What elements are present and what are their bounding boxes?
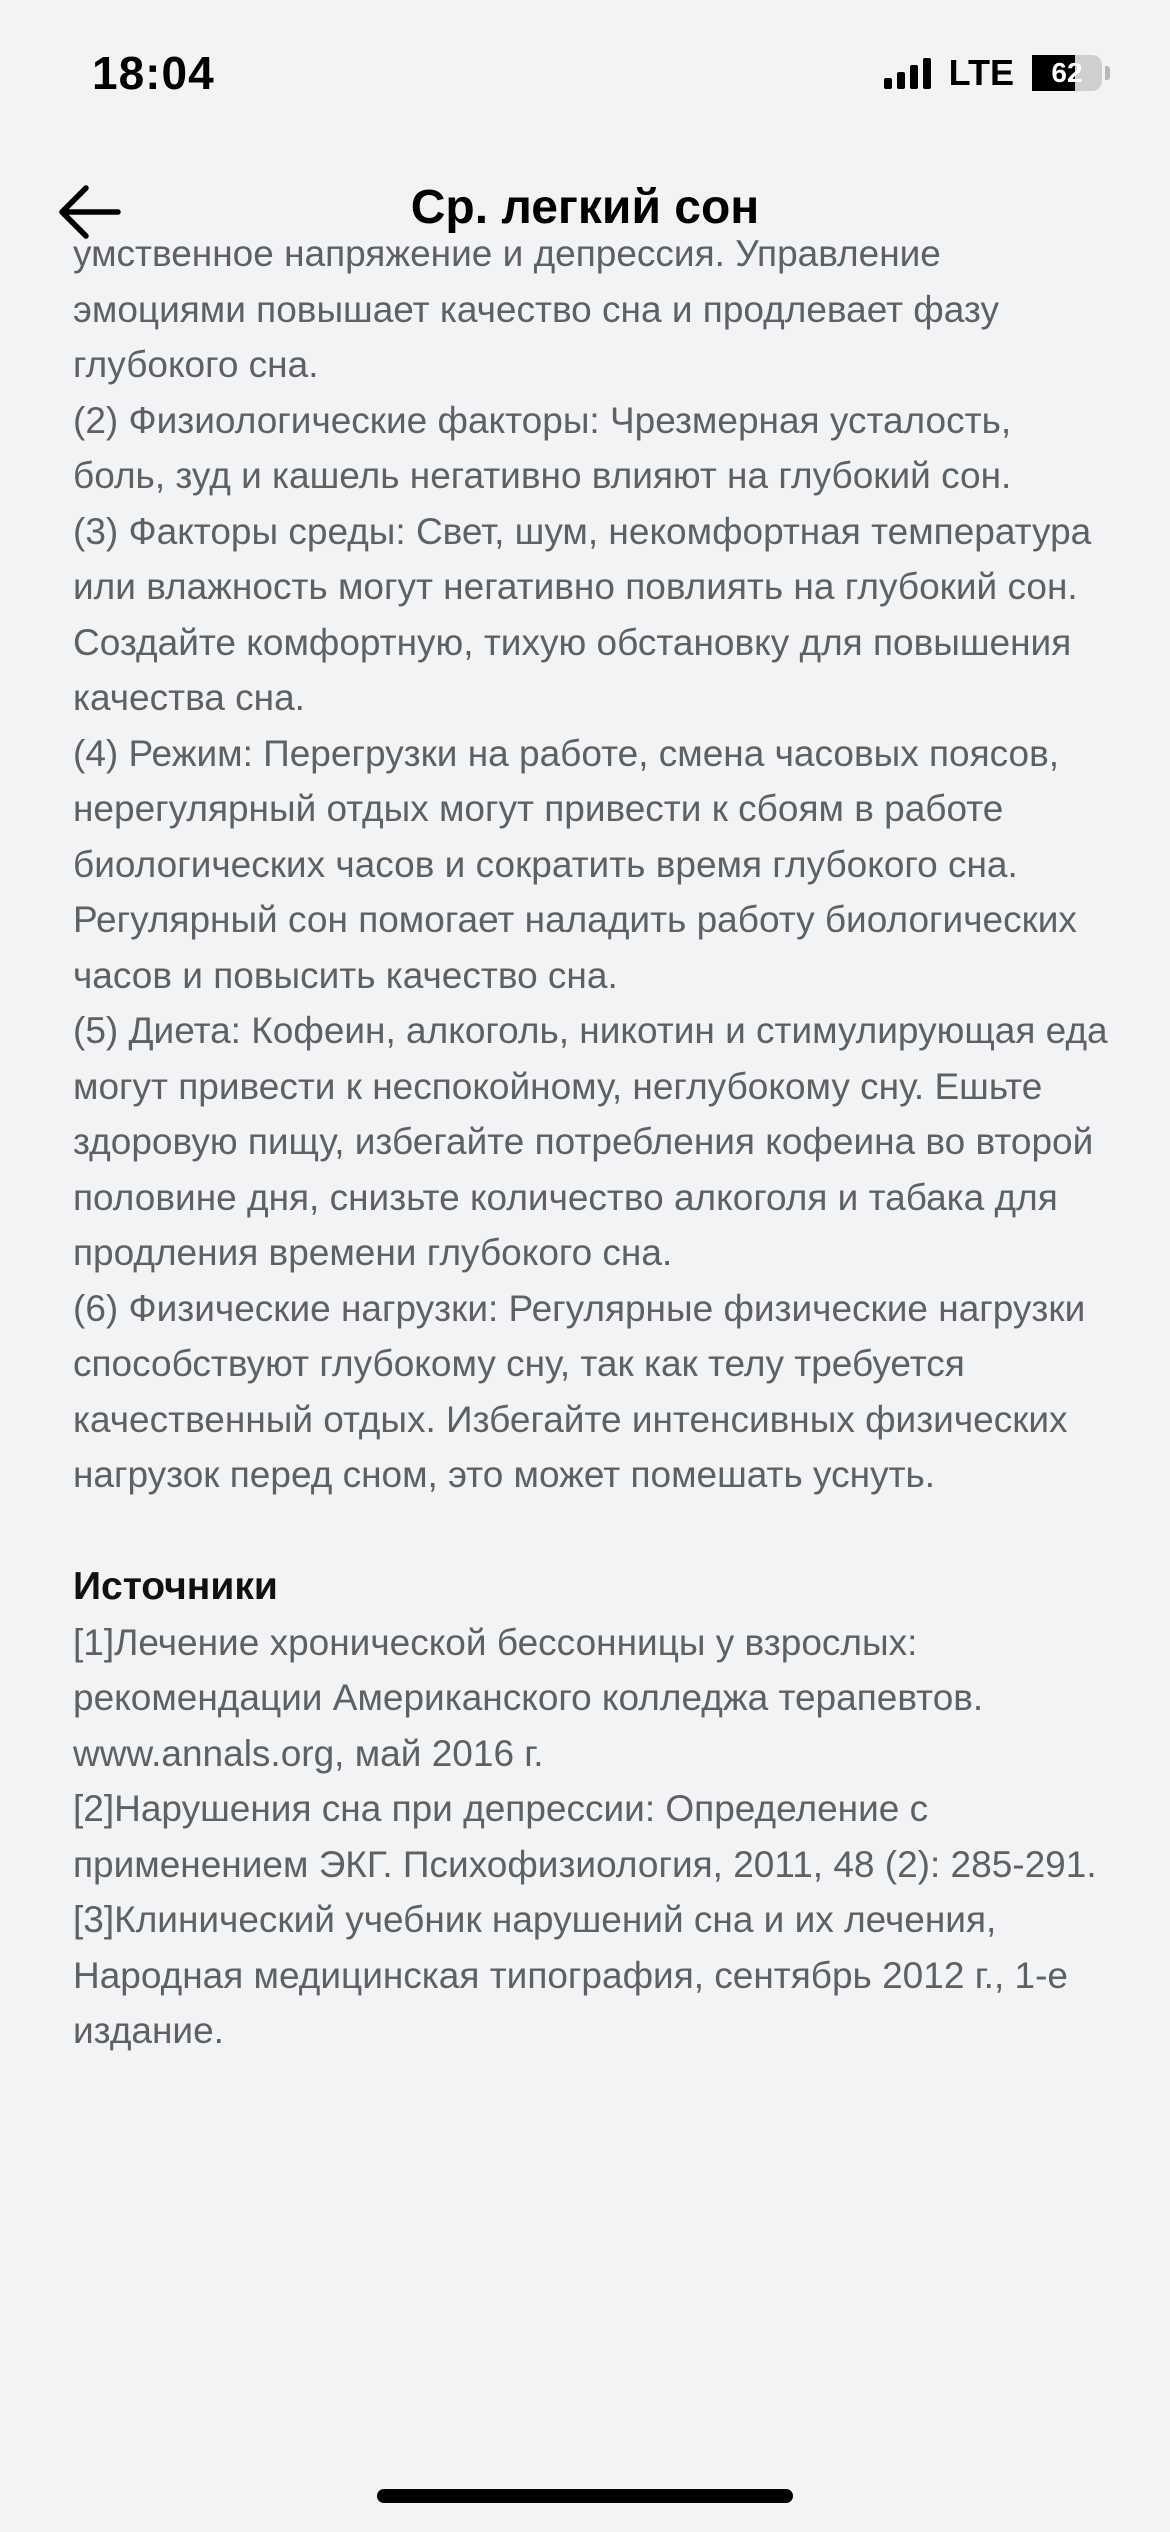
sources-heading: Источники <box>73 1564 278 1608</box>
article-paragraph: (4) Режим: Перегрузки на работе, смена часовых поясов, нерегулярный отдых могут привести к сбоям в работе биологических часов и сократить время глубокого сна. Регулярный сон помогает наладить работу биологических часов и повысить качество сна. <box>73 732 1088 996</box>
article-paragraph: (2) Физиологические факторы: Чрезмерная усталость, боль, зуд и кашель негативно влияют на глубокий сон. <box>73 399 1022 496</box>
article-paragraph: (6) Физические нагрузки: Регулярные физические нагрузки способствуют глубокому сну, так как телу требуется качественный отдых. Избегайте интенсивных физических нагрузок перед сном, это может помешать уснуть. <box>73 1287 1096 1495</box>
source-item: [1]Лечение хронической бессонницы у взрослых: рекомендации Американского колледжа терапевтов. www.annals.org, май 2016 г. <box>73 1621 994 1774</box>
home-indicator[interactable] <box>377 2489 793 2503</box>
source-item: [2]Нарушения сна при депрессии: Определение с применением ЭКГ. Психофизиология, 2011, 48 (2): 285-291. <box>73 1788 1097 1885</box>
article-scroll-view[interactable] <box>73 233 1118 2398</box>
status-time: 18:04 <box>92 47 215 99</box>
battery-icon <box>1032 55 1102 91</box>
page-title: Ср. легкий сон <box>410 181 760 234</box>
cellular-signal-icon <box>884 57 931 89</box>
article-paragraph: (5) Диета: Кофеин, алкоголь, никотин и стимулирующая еда могут привести к неспокойному, неглубокому сну. Ешьте здоровую пищу, избегайте потребления кофеина во второй половине дня, снизьте количество алкоголя и табака для продления времени глубокого сна. <box>73 1010 1118 1273</box>
network-type: LTE <box>948 52 1014 93</box>
article-paragraph: (3) Факторы среды: Свет, шум, некомфортная температура или влажность могут негативно повлиять на глубокий сон. Создайте комфортную, тихую обстановку для повышения качества сна. <box>73 510 1102 718</box>
battery-cap <box>1105 66 1110 80</box>
article-paragraph: эмоциями повышает качество сна и продлевает фазу глубокого сна. <box>73 288 1010 385</box>
source-item: [3]Клинический учебник нарушений сна и их лечения, Народная медицинская типография, сентябрь 2012 г., 1-е издание. <box>73 1899 1079 2051</box>
article-body <box>73 233 1118 2398</box>
status-indicators <box>884 52 1110 94</box>
battery-percent: 62 <box>1051 57 1083 88</box>
article-paragraph-partial: умственное напряжение и депрессия. Управление <box>73 233 941 274</box>
status-bar <box>0 0 1170 140</box>
